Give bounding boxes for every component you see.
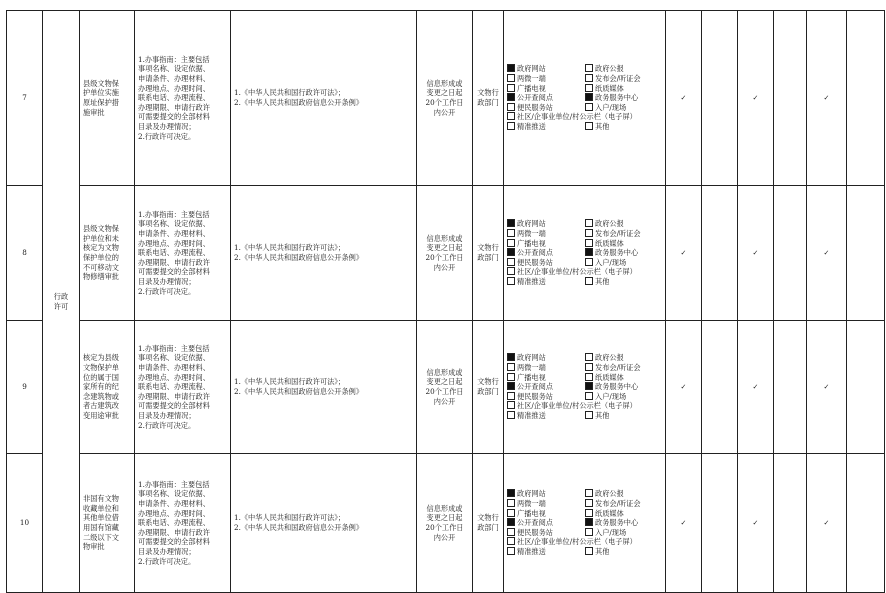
- guide-line: 办理期限、申请行政许: [138, 102, 210, 112]
- channels-cell: [504, 11, 666, 186]
- text-line: 信息形成或: [426, 367, 463, 377]
- empty-cell: [847, 454, 885, 593]
- text-line: 政部门: [477, 253, 499, 262]
- empty-box-icon: [585, 219, 593, 227]
- guide-line: 事项名称、设定依据、: [138, 489, 210, 499]
- empty-box-icon: [585, 103, 593, 111]
- channel-option: 便民服务站: [507, 103, 585, 113]
- legal-basis: [231, 186, 417, 321]
- channel-option: 发布会/听证会: [585, 229, 663, 239]
- legal-basis: [231, 454, 417, 593]
- guide-line: 1.办事指南：主要包括: [138, 209, 210, 219]
- text-line: 文物行: [477, 513, 499, 523]
- disclosure-table: [6, 10, 885, 593]
- guide-content: [135, 454, 231, 593]
- check-mark: ✓: [738, 186, 774, 321]
- guide-line: 联系电话、办理流程、: [138, 248, 210, 258]
- empty-cell: [774, 454, 807, 593]
- empty-box-icon: [507, 392, 515, 400]
- text-line: 原址保护措: [83, 98, 119, 107]
- channel-option: 政务服务中心: [585, 518, 663, 528]
- empty-box-icon: [507, 373, 515, 381]
- guide-line: 办理期限、申请行政许: [138, 527, 210, 537]
- channel-option: 入户/现场: [585, 392, 663, 402]
- guide-line: 申请条件、办理材料、: [138, 229, 210, 239]
- text-line: 变更之日起: [426, 513, 463, 523]
- check-mark: ✓: [807, 454, 847, 593]
- empty-box-icon: [507, 509, 515, 517]
- channel-list: [507, 489, 662, 556]
- checked-box-icon: [507, 489, 515, 497]
- channels-cell: [504, 186, 666, 321]
- text-line: 信息形成或: [426, 78, 463, 88]
- text-line: 20个工作日: [425, 253, 464, 262]
- channel-option: 发布会/听证会: [585, 74, 663, 84]
- checked-box-icon: [507, 518, 515, 526]
- empty-box-icon: [585, 229, 593, 237]
- text-line: 变更之日起: [426, 243, 463, 253]
- channel-option: 政府网站: [507, 489, 585, 499]
- channel-option: 政府公报: [585, 353, 663, 363]
- text-line: 文物行: [477, 377, 499, 387]
- text-line: 其他单位借: [83, 513, 119, 523]
- guide-line: 事项名称、设定依据、: [138, 64, 210, 74]
- empty-cell: [847, 11, 885, 186]
- empty-cell: [702, 186, 738, 321]
- empty-box-icon: [585, 277, 593, 285]
- guide-line: 2.行政许可决定。: [138, 556, 196, 566]
- basis-line: 1.《中华人民共和国行政许可法》；: [234, 513, 346, 523]
- text-line: 收藏单位和: [83, 503, 119, 513]
- checked-box-icon: [585, 518, 593, 526]
- empty-box-icon: [585, 528, 593, 536]
- guide-line: 申请条件、办理材料、: [138, 363, 210, 373]
- checked-box-icon: [507, 64, 515, 72]
- checked-box-icon: [585, 382, 593, 390]
- basis-line: 1.《中华人民共和国行政许可法》；: [234, 377, 346, 387]
- row-number: 9: [7, 321, 43, 454]
- empty-cell: [847, 186, 885, 321]
- channel-list: [507, 219, 662, 286]
- empty-cell: [774, 186, 807, 321]
- text-line: 物审批: [83, 542, 105, 552]
- guide-line: 办理地点、办理时间、: [138, 83, 210, 93]
- text-line: 变用途审批: [83, 410, 119, 420]
- text-line: 位的属于国: [83, 372, 119, 382]
- channel-option: 纸质媒体: [585, 239, 663, 249]
- basis-line: 1.《中华人民共和国行政许可法》；: [234, 88, 346, 98]
- guide-line: 事项名称、设定依据、: [138, 353, 210, 363]
- disclosure-time: [417, 186, 473, 321]
- channel-option: 公开查阅点: [507, 248, 585, 258]
- legal-basis: [231, 321, 417, 454]
- responsible-dept: [473, 454, 504, 593]
- channel-option: 广播电视: [507, 373, 585, 383]
- text-line: 护单位和未: [83, 233, 119, 243]
- guide-line: 目录及办理情况；: [138, 121, 196, 131]
- empty-box-icon: [585, 509, 593, 517]
- guide-line: 2.行政许可决定。: [138, 286, 196, 296]
- channel-option: 广播电视: [507, 239, 585, 249]
- text-line: 县级文物保: [83, 78, 119, 88]
- check-mark: ✓: [666, 186, 702, 321]
- text-line: 二级以下文: [83, 532, 119, 542]
- guide-line: 可需要提交的全部材料: [138, 267, 210, 277]
- checked-box-icon: [507, 219, 515, 227]
- empty-box-icon: [507, 528, 515, 536]
- legal-basis: [231, 11, 417, 186]
- text-line: 物修缮审批: [83, 272, 119, 282]
- checked-box-icon: [507, 353, 515, 361]
- table-row: [7, 321, 885, 454]
- channel-option: 发布会/听证会: [585, 363, 663, 373]
- empty-box-icon: [507, 239, 515, 247]
- text-line: 念建筑物或: [83, 391, 119, 401]
- text-line: 变更之日起: [426, 377, 463, 387]
- channel-option: 入户/现场: [585, 528, 663, 538]
- text-line: 20个工作日: [425, 98, 464, 107]
- text-line: 文物行: [477, 243, 499, 253]
- check-mark: ✓: [807, 321, 847, 454]
- channel-option: 政府网站: [507, 219, 585, 229]
- text-line: 内公开: [433, 262, 456, 272]
- text-line: 政部门: [477, 387, 499, 396]
- row-number: 7: [7, 11, 43, 186]
- disclosure-time: [417, 321, 473, 454]
- channel-option: 政府公报: [585, 64, 663, 74]
- empty-box-icon: [507, 84, 515, 92]
- empty-box-icon: [585, 64, 593, 72]
- text-line: 施审批: [83, 107, 105, 117]
- guide-line: 目录及办理情况；: [138, 276, 196, 286]
- check-mark: ✓: [666, 454, 702, 593]
- text-line: 者古建筑改: [83, 401, 119, 411]
- empty-box-icon: [507, 499, 515, 507]
- channel-option: 社区/企事业单位/村公示栏（电子屏）: [507, 537, 663, 547]
- channel-option: 其他: [585, 411, 663, 421]
- channel-option: 公开查阅点: [507, 518, 585, 528]
- empty-box-icon: [585, 363, 593, 371]
- guide-line: 可需要提交的全部材料: [138, 112, 210, 122]
- check-mark: ✓: [738, 454, 774, 593]
- guide-content: [135, 186, 231, 321]
- empty-cell: [702, 11, 738, 186]
- text-line: 信息形成或: [426, 233, 463, 243]
- disclosure-time: [417, 11, 473, 186]
- empty-box-icon: [585, 239, 593, 247]
- channel-option: 其他: [585, 277, 663, 287]
- text-line: 行政: [53, 291, 69, 301]
- channel-option: 社区/企事业单位/村公示栏（电子屏）: [507, 112, 663, 122]
- text-line: 内公开: [433, 107, 456, 117]
- row-number: 8: [7, 186, 43, 321]
- text-line: 县级文物保: [83, 224, 119, 234]
- channel-option: 社区/企事业单位/村公示栏（电子屏）: [507, 267, 663, 277]
- guide-line: 联系电话、办理流程、: [138, 382, 210, 392]
- guide-line: 目录及办理情况；: [138, 410, 196, 420]
- channel-list: [507, 353, 662, 420]
- empty-box-icon: [507, 363, 515, 371]
- empty-box-icon: [507, 74, 515, 82]
- empty-box-icon: [507, 401, 515, 409]
- channel-option: 两微一端: [507, 229, 585, 239]
- channel-option: 精准推送: [507, 411, 585, 421]
- channel-option: 两微一端: [507, 363, 585, 373]
- checked-box-icon: [507, 248, 515, 256]
- empty-cell: [702, 321, 738, 454]
- item-name: [80, 321, 135, 454]
- empty-box-icon: [585, 489, 593, 497]
- text-line: 非国有文物: [83, 494, 119, 504]
- channel-option: 精准推送: [507, 277, 585, 287]
- text-line: 不可移动文: [83, 262, 119, 272]
- empty-box-icon: [585, 499, 593, 507]
- text-line: 文物保护单: [83, 363, 119, 373]
- channel-option: 政府网站: [507, 64, 585, 74]
- channel-option: 入户/现场: [585, 258, 663, 268]
- disclosure-time: [417, 454, 473, 593]
- empty-box-icon: [585, 392, 593, 400]
- empty-box-icon: [585, 353, 593, 361]
- channel-option: 政务服务中心: [585, 382, 663, 392]
- check-mark: ✓: [807, 11, 847, 186]
- empty-cell: [702, 454, 738, 593]
- channel-option: 便民服务站: [507, 528, 585, 538]
- channel-option: 社区/企事业单位/村公示栏（电子屏）: [507, 401, 663, 411]
- empty-box-icon: [507, 547, 515, 555]
- text-line: 许可: [53, 301, 69, 311]
- channel-option: 便民服务站: [507, 258, 585, 268]
- channel-option: 广播电视: [507, 509, 585, 519]
- text-line: 核定为县级: [83, 353, 119, 363]
- text-line: 护单位实施: [83, 88, 119, 98]
- channel-option: 精准推送: [507, 547, 585, 557]
- item-name: [80, 186, 135, 321]
- channel-option: 政府公报: [585, 489, 663, 499]
- guide-line: 办理地点、办理时间、: [138, 238, 210, 248]
- empty-box-icon: [507, 277, 515, 285]
- checked-box-icon: [507, 382, 515, 390]
- guide-line: 2.行政许可决定。: [138, 420, 196, 430]
- item-name: [80, 454, 135, 593]
- text-line: 内公开: [433, 396, 456, 406]
- check-mark: ✓: [738, 321, 774, 454]
- channel-option: 政务服务中心: [585, 248, 663, 258]
- table-row: [7, 454, 885, 593]
- guide-content: [135, 321, 231, 454]
- guide-line: 可需要提交的全部材料: [138, 401, 210, 411]
- guide-line: 办理地点、办理时间、: [138, 508, 210, 518]
- table-body: [7, 11, 885, 593]
- empty-box-icon: [507, 267, 515, 275]
- empty-box-icon: [585, 411, 593, 419]
- guide-line: 1.办事指南：主要包括: [138, 343, 210, 353]
- channels-cell: [504, 454, 666, 593]
- channel-option: 其他: [585, 547, 663, 557]
- empty-box-icon: [507, 122, 515, 130]
- text-line: 核定为文物: [83, 243, 119, 253]
- responsible-dept: [473, 11, 504, 186]
- item-name: [80, 11, 135, 186]
- empty-box-icon: [507, 103, 515, 111]
- empty-cell: [774, 321, 807, 454]
- channel-option: 精准推送: [507, 122, 585, 132]
- guide-line: 联系电话、办理流程、: [138, 518, 210, 528]
- text-line: 家所有的纪: [83, 382, 119, 392]
- channel-option: 发布会/听证会: [585, 499, 663, 509]
- checked-box-icon: [507, 93, 515, 101]
- channel-option: 纸质媒体: [585, 373, 663, 383]
- category-cell: [43, 11, 80, 593]
- empty-box-icon: [507, 411, 515, 419]
- channel-option: 政府公报: [585, 219, 663, 229]
- guide-line: 可需要提交的全部材料: [138, 537, 210, 547]
- text-line: 20个工作日: [425, 387, 464, 396]
- basis-line: 2.《中华人民共和国政府信息公开条例》: [234, 387, 364, 396]
- empty-box-icon: [585, 547, 593, 555]
- channel-option: 公开查阅点: [507, 93, 585, 103]
- empty-box-icon: [585, 122, 593, 130]
- responsible-dept: [473, 321, 504, 454]
- empty-cell: [847, 321, 885, 454]
- check-mark: ✓: [738, 11, 774, 186]
- text-line: 政部门: [477, 98, 499, 107]
- channel-option: 广播电视: [507, 84, 585, 94]
- guide-line: 1.办事指南：主要包括: [138, 54, 210, 64]
- text-line: 保护单位的: [83, 253, 119, 262]
- empty-box-icon: [585, 373, 593, 381]
- channels-cell: [504, 321, 666, 454]
- channel-option: 两微一端: [507, 74, 585, 84]
- guide-line: 1.办事指南：主要包括: [138, 479, 210, 489]
- guide-line: 事项名称、设定依据、: [138, 219, 210, 229]
- empty-box-icon: [585, 258, 593, 266]
- text-line: 信息形成或: [426, 503, 463, 513]
- basis-line: 2.《中华人民共和国政府信息公开条例》: [234, 523, 364, 532]
- empty-box-icon: [507, 112, 515, 120]
- responsible-dept: [473, 186, 504, 321]
- guide-line: 申请条件、办理材料、: [138, 499, 210, 509]
- guide-line: 联系电话、办理流程、: [138, 93, 210, 103]
- checked-box-icon: [585, 93, 593, 101]
- guide-line: 2.行政许可决定。: [138, 131, 196, 141]
- guide-line: 办理地点、办理时间、: [138, 372, 210, 382]
- empty-box-icon: [507, 258, 515, 266]
- checked-box-icon: [585, 248, 593, 256]
- row-number: 10: [7, 454, 43, 593]
- guide-line: 办理期限、申请行政许: [138, 391, 210, 401]
- text-line: 20个工作日: [425, 523, 464, 532]
- text-line: 政部门: [477, 523, 499, 532]
- table-row: [7, 11, 885, 186]
- table-row: [7, 186, 885, 321]
- guide-line: 目录及办理情况；: [138, 546, 196, 556]
- check-mark: ✓: [666, 11, 702, 186]
- check-mark: ✓: [807, 186, 847, 321]
- guide-content: [135, 11, 231, 186]
- empty-box-icon: [585, 84, 593, 92]
- check-mark: ✓: [666, 321, 702, 454]
- basis-line: 2.《中华人民共和国政府信息公开条例》: [234, 253, 364, 262]
- basis-line: 1.《中华人民共和国行政许可法》；: [234, 243, 346, 253]
- text-line: 文物行: [477, 88, 499, 98]
- channel-option: 公开查阅点: [507, 382, 585, 392]
- empty-box-icon: [507, 229, 515, 237]
- guide-line: 申请条件、办理材料、: [138, 74, 210, 84]
- text-line: 内公开: [433, 532, 456, 542]
- text-line: 变更之日起: [426, 88, 463, 98]
- channel-option: 纸质媒体: [585, 84, 663, 94]
- text-line: 用国有馆藏: [83, 523, 119, 532]
- channel-list: [507, 64, 662, 131]
- channel-option: 政府网站: [507, 353, 585, 363]
- empty-cell: [774, 11, 807, 186]
- empty-box-icon: [585, 74, 593, 82]
- channel-option: 其他: [585, 122, 663, 132]
- channel-option: 入户/现场: [585, 103, 663, 113]
- guide-line: 办理期限、申请行政许: [138, 257, 210, 267]
- channel-option: 政务服务中心: [585, 93, 663, 103]
- channel-option: 纸质媒体: [585, 509, 663, 519]
- channel-option: 两微一端: [507, 499, 585, 509]
- empty-box-icon: [507, 537, 515, 545]
- basis-line: 2.《中华人民共和国政府信息公开条例》: [234, 98, 364, 107]
- channel-option: 便民服务站: [507, 392, 585, 402]
